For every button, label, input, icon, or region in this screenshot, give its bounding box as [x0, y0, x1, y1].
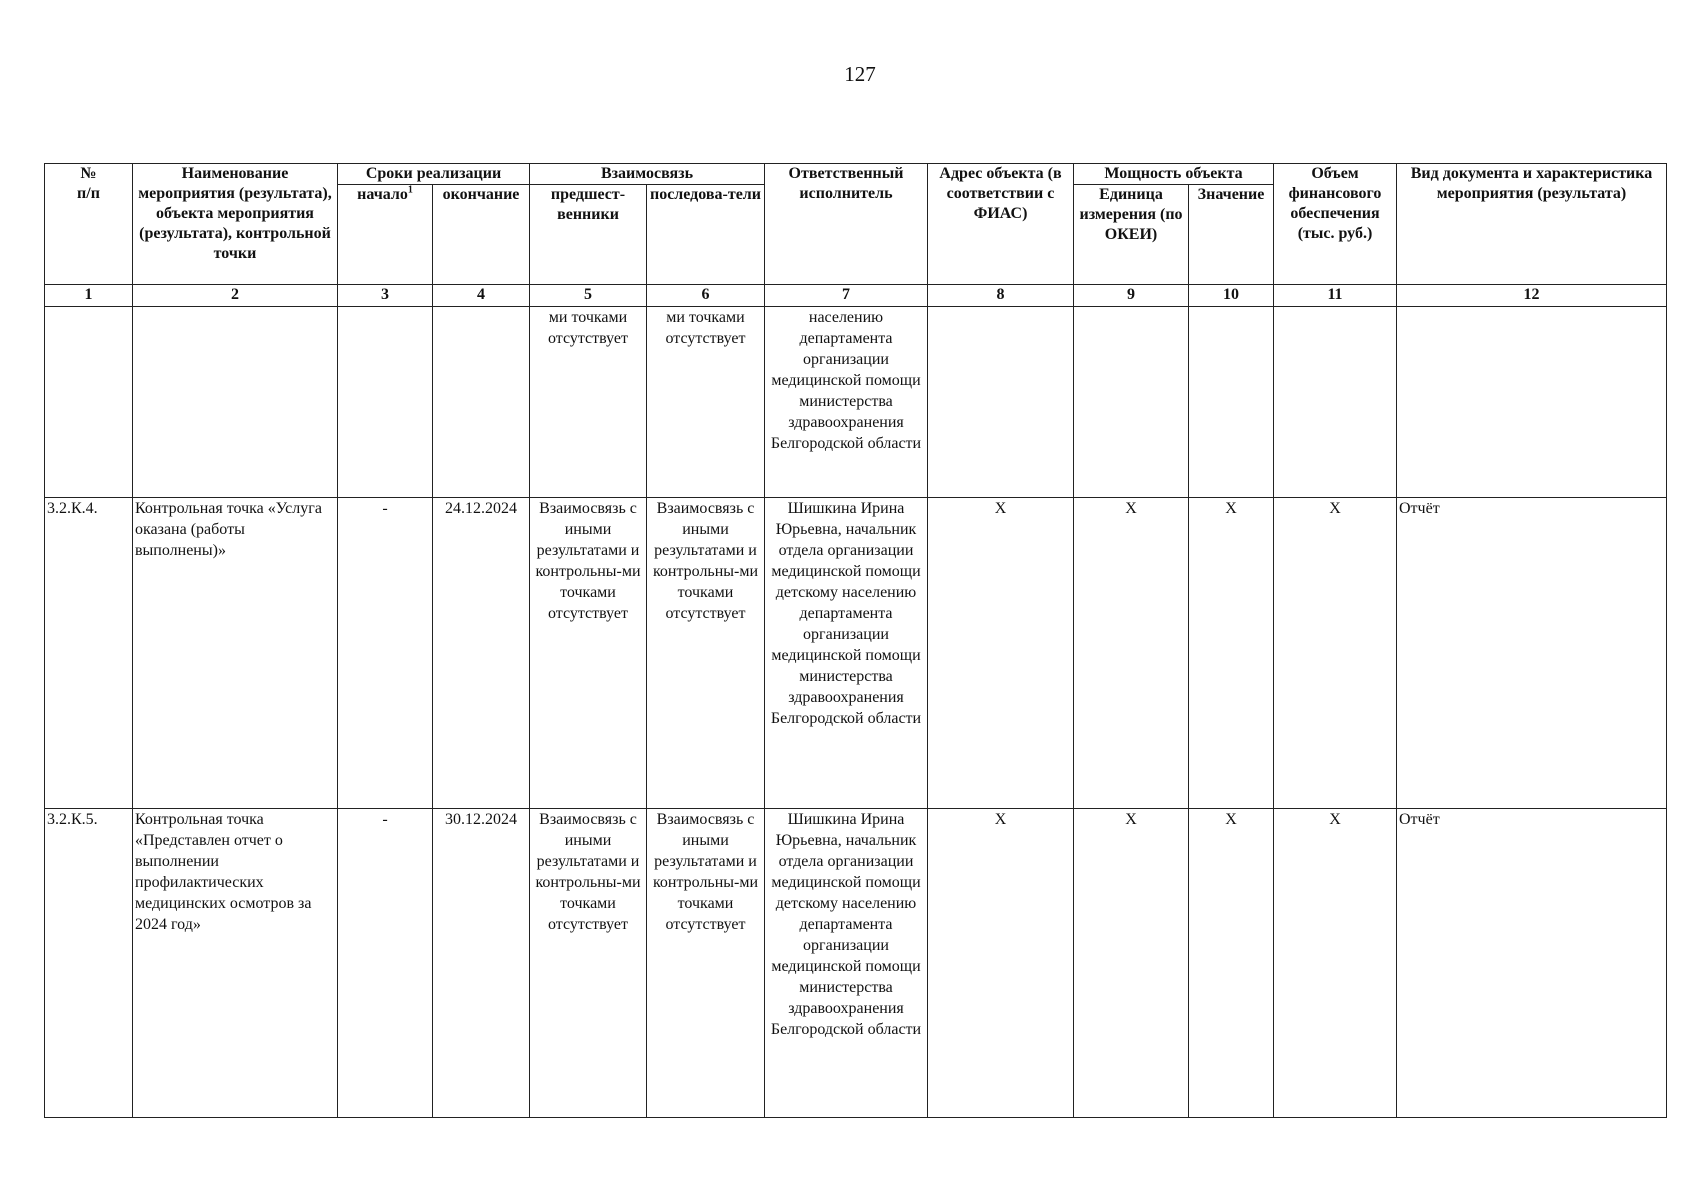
cell-start: -: [338, 809, 433, 1118]
cell-value: Х: [1189, 809, 1274, 1118]
cell-responsible: населению департамента организации медицинской помощи министерства здравоохранения Белгородской области: [765, 307, 928, 498]
header-address: Адрес объекта (в соответствии с ФИАС): [928, 164, 1074, 285]
cell-name: Контрольная точка «Представлен отчет о выполнении профилактических медицинских осмотров за 2024 год»: [133, 809, 338, 1118]
table-row: [45, 809, 1667, 1118]
cell-end: 24.12.2024: [433, 498, 530, 809]
column-number: 11: [1274, 285, 1397, 307]
table-row: [45, 498, 1667, 809]
cell-unit: Х: [1074, 809, 1189, 1118]
column-number: 8: [928, 285, 1074, 307]
cell-end: 30.12.2024: [433, 809, 530, 1118]
cell-successors: Взаимосвязь с иными результатами и контрольны-ми точками отсутствует: [647, 809, 765, 1118]
header-responsible: Ответственный исполнитель: [765, 164, 928, 285]
cell-predecessors: Взаимосвязь с иными результатами и контрольны-ми точками отсутствует: [530, 809, 647, 1118]
continuation-row: [45, 307, 1667, 498]
column-number-row: [45, 285, 1667, 307]
cell-doc: Отчёт: [1397, 809, 1667, 1118]
cell-unit: Х: [1074, 498, 1189, 809]
header-successors: последова-тели: [647, 185, 765, 285]
cell-finance: Х: [1274, 809, 1397, 1118]
column-number: 1: [45, 285, 133, 307]
cell-name: Контрольная точка «Услуга оказана (работы выполнены)»: [133, 498, 338, 809]
header-unit: Единица измерения (по ОКЕИ): [1074, 185, 1189, 285]
cell-start: -: [338, 498, 433, 809]
column-number: 2: [133, 285, 338, 307]
cell-address: Х: [928, 809, 1074, 1118]
cell-predecessors: ми точками отсутствует: [530, 307, 647, 498]
column-number: 3: [338, 285, 433, 307]
column-number: 6: [647, 285, 765, 307]
cell-responsible: Шишкина Ирина Юрьевна, начальник отдела организации медицинской помощи детскому населению департамента организации медицинской помощи министерства здравоохранения Белгородской области: [765, 809, 928, 1118]
cell-successors: ми точками отсутствует: [647, 307, 765, 498]
header-value: Значение: [1189, 185, 1274, 285]
header-doc-type: Вид документа и характеристика мероприятия (результата): [1397, 164, 1667, 285]
cell-num: 3.2.К.4.: [45, 498, 133, 809]
column-number: 5: [530, 285, 647, 307]
footnote-marker: 1: [407, 184, 413, 196]
header-timing-group: Сроки реализации: [338, 164, 530, 185]
column-number: 4: [433, 285, 530, 307]
column-number: 9: [1074, 285, 1189, 307]
header-relation-group: Взаимосвязь: [530, 164, 765, 185]
cell-doc: Отчёт: [1397, 498, 1667, 809]
header-capacity-group: Мощность объекта: [1074, 164, 1274, 185]
cell-finance: Х: [1274, 498, 1397, 809]
cell-responsible: Шишкина Ирина Юрьевна, начальник отдела организации медицинской помощи детскому населению департамента организации медицинской помощи министерства здравоохранения Белгородской области: [765, 498, 928, 809]
header-start: [338, 185, 433, 285]
cell-address: Х: [928, 498, 1074, 809]
column-number: 12: [1397, 285, 1667, 307]
header-start-label: начало: [357, 186, 408, 203]
header-end: окончание: [433, 185, 530, 285]
plan-table: [44, 163, 1667, 1118]
page-number: 127: [844, 62, 876, 86]
header-name: Наименование мероприятия (результата), объекта мероприятия (результата), контрольной точки: [133, 164, 338, 285]
header-predecessors: предшест-венники: [530, 185, 647, 285]
header-num: № п/п: [45, 164, 133, 285]
cell-value: Х: [1189, 498, 1274, 809]
cell-num: 3.2.К.5.: [45, 809, 133, 1118]
column-number: 7: [765, 285, 928, 307]
cell-successors: Взаимосвязь с иными результатами и контрольны-ми точками отсутствует: [647, 498, 765, 809]
column-number: 10: [1189, 285, 1274, 307]
header-finance: Объем финансового обеспечения (тыс. руб.): [1274, 164, 1397, 285]
cell-predecessors: Взаимосвязь с иными результатами и контрольны-ми точками отсутствует: [530, 498, 647, 809]
